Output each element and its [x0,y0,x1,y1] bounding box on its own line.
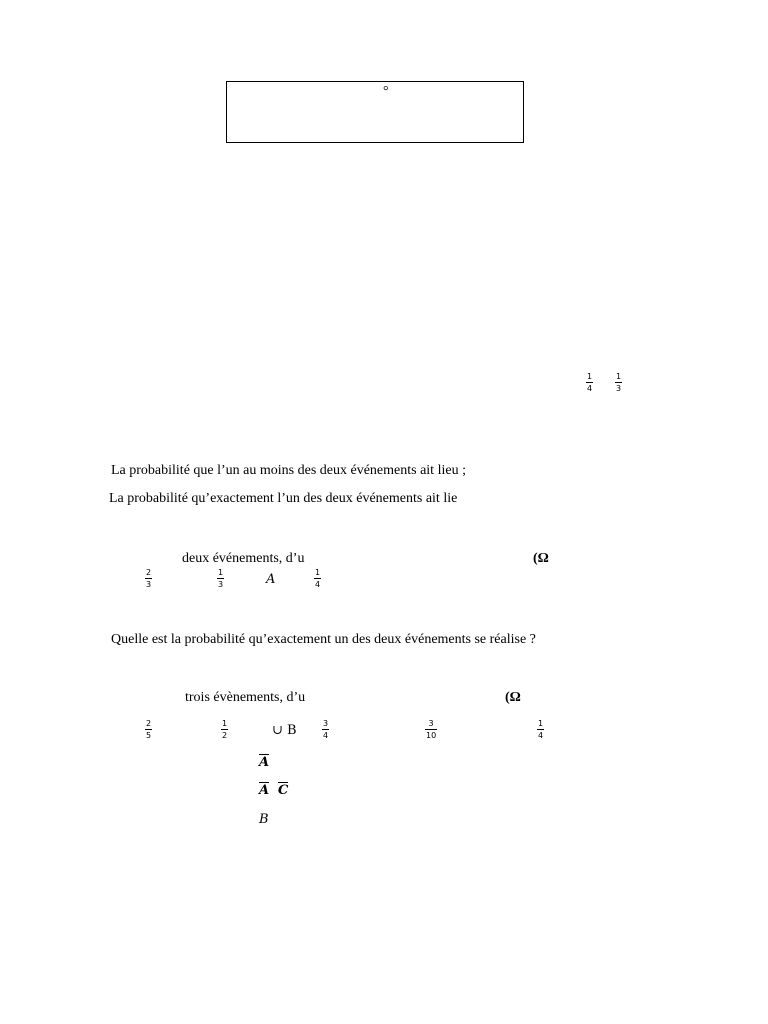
fraction-bar [586,382,593,383]
fraction-denominator: 4 [323,731,329,740]
fraction-bar [145,578,152,579]
fraction-denominator: 3 [218,580,224,589]
fraction-1-2 [221,719,228,740]
fraction-numerator: 2 [146,568,152,577]
exercise2-omega: (Ω [533,551,549,566]
fraction-3-4 [322,719,329,740]
fraction-numerator: 1 [538,719,544,728]
complement-c: C [278,783,289,798]
fraction-bar [537,729,544,730]
fraction-1-4 [586,372,593,393]
fraction-bar [615,382,622,383]
event-a: A [266,572,276,587]
exercise3-omega: (Ω [505,690,521,705]
fraction-denominator: 5 [146,731,152,740]
fraction-2-3 [145,568,152,589]
fraction-bar [314,578,321,579]
fraction-denominator: 4 [538,731,544,740]
fraction-numerator: 1 [616,372,622,381]
fraction-bar [425,729,437,730]
exercise3-intro: trois évènements, d’u [185,690,306,705]
fraction-numerator: 1 [222,719,228,728]
event-b: B [259,812,269,827]
fraction-3-10 [425,719,437,740]
fraction-numerator: 3 [323,719,329,728]
fraction-bar [145,729,152,730]
fraction-bar [221,729,228,730]
fraction-1-3 [217,568,224,589]
fraction-denominator: 10 [426,731,437,740]
fraction-numerator: 3 [428,719,434,728]
fraction-numerator: 1 [315,568,321,577]
fraction-1-4 [314,568,321,589]
header-box [226,81,524,143]
fraction-1-4 [537,719,544,740]
fraction-denominator: 3 [146,580,152,589]
fraction-bar [217,578,224,579]
question-exactly-one: La probabilité qu’exactement l’un des deux événements ait lie [109,491,458,506]
fraction-numerator: 1 [218,568,224,577]
fraction-1-3 [615,372,622,393]
complement-a: A [259,783,270,798]
fraction-denominator: 3 [616,384,622,393]
fraction-numerator: 2 [146,719,152,728]
fraction-denominator: 4 [587,384,593,393]
fraction-denominator: 4 [315,580,321,589]
complement-a: A [259,755,270,770]
header-symbol: ° [383,84,389,99]
exercise2-intro: deux événements, d’u [182,551,305,566]
union-b: ∪ B [272,723,297,738]
fraction-2-5 [145,719,152,740]
question-at-least-one: La probabilité que l’un au moins des deux événements ait lieu ; [111,463,466,478]
fraction-bar [322,729,329,730]
fraction-numerator: 1 [587,372,593,381]
fraction-denominator: 2 [222,731,228,740]
question-exactly-one-event: Quelle est la probabilité qu’exactement un des deux événements se réalise ? [111,632,536,647]
